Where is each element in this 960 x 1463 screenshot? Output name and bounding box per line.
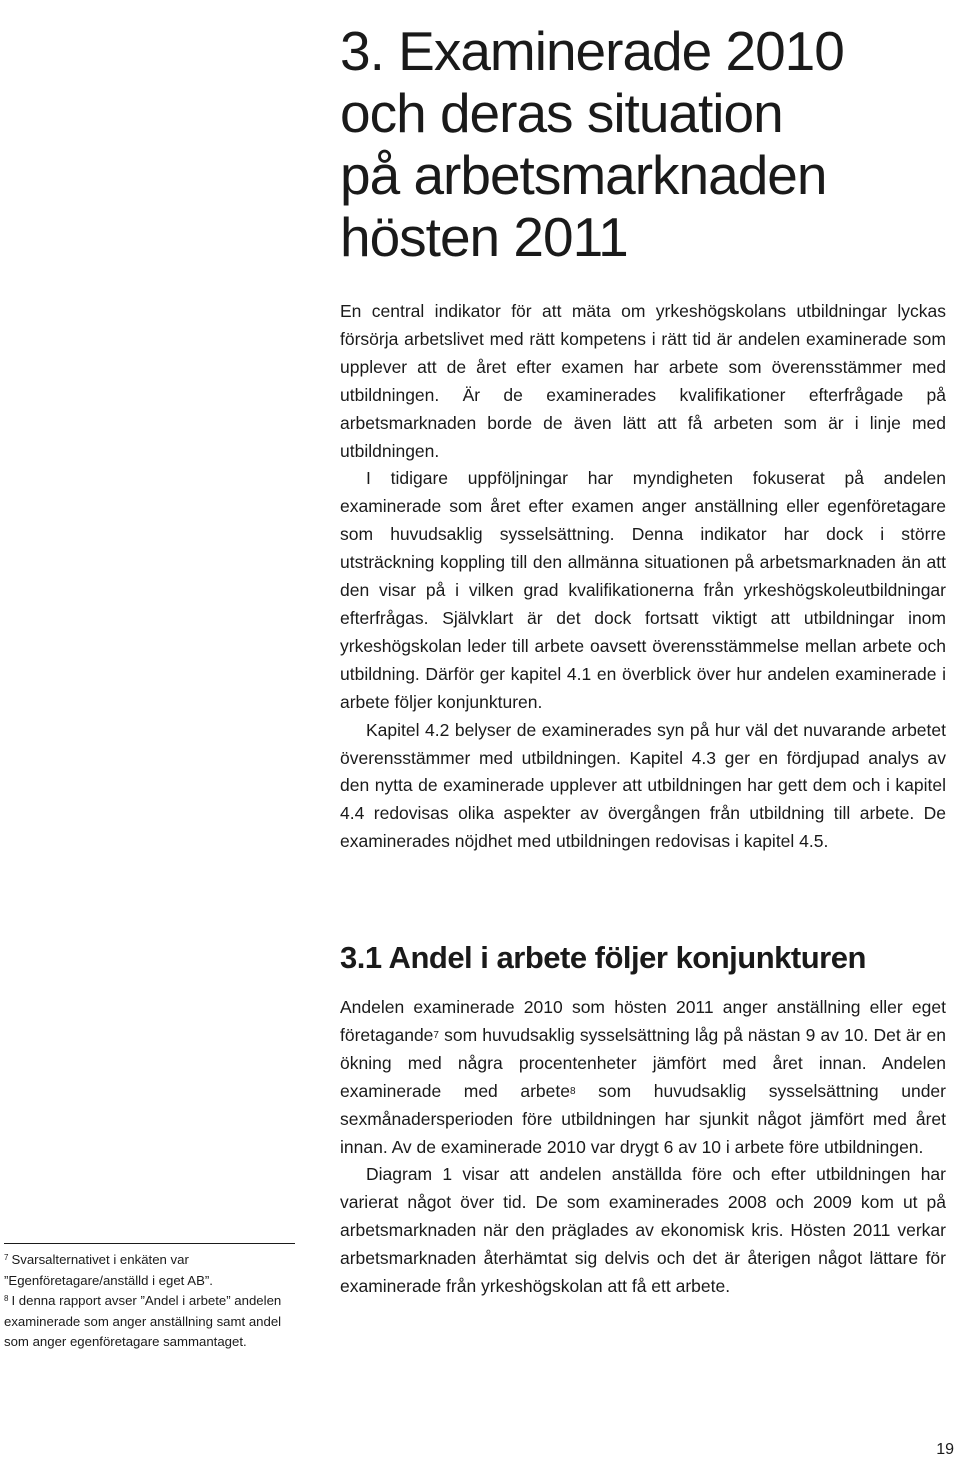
footnote-ref: 7 [433, 1029, 439, 1041]
body-paragraph: Kapitel 4.2 belyser de examinerades syn på hur väl det nuvarande arbetet överensstämmer med utbildningen. Kapitel 4.3 ger en fördjupad analys av den nytta de examinerade upplever att utbildningen har gett dem och i kapitel 4.4 redovisas olika aspekter av övergången från utbildning till arbete. De examinerades nöjdhet med utbildningen redovisas i kapitel 4.5. [340, 719, 946, 852]
body-paragraph: Diagram 1 visar att andelen anställda före och efter utbildningen har varierat något över tid. De som examinerades 2008 och 2009 kom ut på arbetsmarknaden när den präglades av ekonomisk kris. Hösten 2011 verkar arbetsmarknaden återhämtat sig delvis och det är återigen något lättare för examinerade från yrkeshögskolan att få ett arbete. [340, 1164, 946, 1297]
paragraph-text: som huvudsaklig sysselsättning under sexmånadersperioden före utbildningen har sjunkit något jämfört med året innan. Av de examinerade 2010 var drygt 6 av 10 i arbete före utbildningen. [340, 1080, 946, 1157]
body-paragraph: I tidigare uppföljningar har myndigheten fokuserat på andelen examinerade som året efter examen anger anställning eller egenföretagare som huvudsaklig sysselsättning. Denna indikator har dock i större utsträckning koppling till den allmänna situationen på arbetsmarknaden än att den visar på i vilken grad kvalifikationerna från yrkeshögskoleutbildningar efterfrågas. Självklart är det dock fortsatt viktigt att utbildningar inom yrkeshögskolan leder till arbete oavsett överensstämmelse mellan arbete och utbildning. Därför ger kapitel 4.1 en överblick över hur andelen examinerade i arbete följer konjunkturen. [340, 468, 946, 712]
footnote-ref: 8 [569, 1085, 576, 1097]
paragraph-text: Andelen examinerade 2010 som hösten 2011 anger anställning eller eget företagande [340, 997, 946, 1045]
footnote-number: 7 [4, 1253, 9, 1262]
footnote [4, 1250, 294, 1291]
paragraph-text: som huvudsaklig sysselsättning låg på nästan 9 av 10. Det är en ökning med några procentenheter jämfört med året innan. Andelen examinerade med arbete [340, 1024, 946, 1101]
section-text [340, 994, 946, 1301]
section-heading: 3.1 Andel i arbete följer konjunkturen [340, 940, 866, 975]
chapter-title-line: 3. Examinerade 2010 [340, 20, 844, 82]
chapter-title-line: på arbetsmarknaden [340, 144, 827, 206]
footnotes [4, 1250, 294, 1353]
footnote-text: I denna rapport avser ”Andel i arbete” andelen examinerade som anger anställning samt andel som anger egenföretagare sammantaget. [4, 1293, 282, 1349]
footnote [4, 1291, 294, 1353]
chapter-title [340, 20, 950, 268]
footnote-text: Svarsalternativet i enkäten var ”Egenföretagare/anställd i eget AB”. [4, 1252, 213, 1288]
body-paragraph: En central indikator för att mäta om yrkeshögskolans utbildningar lyckas försörja arbetslivet med rätt kompetens i rätt tid är andelen examinerade som upplever att de året efter examen har arbete som överensstämmer med utbildningen. Är de examinerades kvalifikationer efterfrågade på arbetsmarknaden borde de även lätt att få arbeten som är i linje med utbildningen. [340, 301, 946, 461]
footnote-number: 8 [4, 1294, 9, 1303]
page-number: 19 [936, 1441, 954, 1458]
chapter-title-line: hösten 2011 [340, 206, 628, 268]
intro-text [340, 298, 946, 856]
footnote-divider [4, 1243, 295, 1244]
body-paragraph [340, 994, 946, 1161]
chapter-title-line: och deras situation [340, 82, 783, 144]
